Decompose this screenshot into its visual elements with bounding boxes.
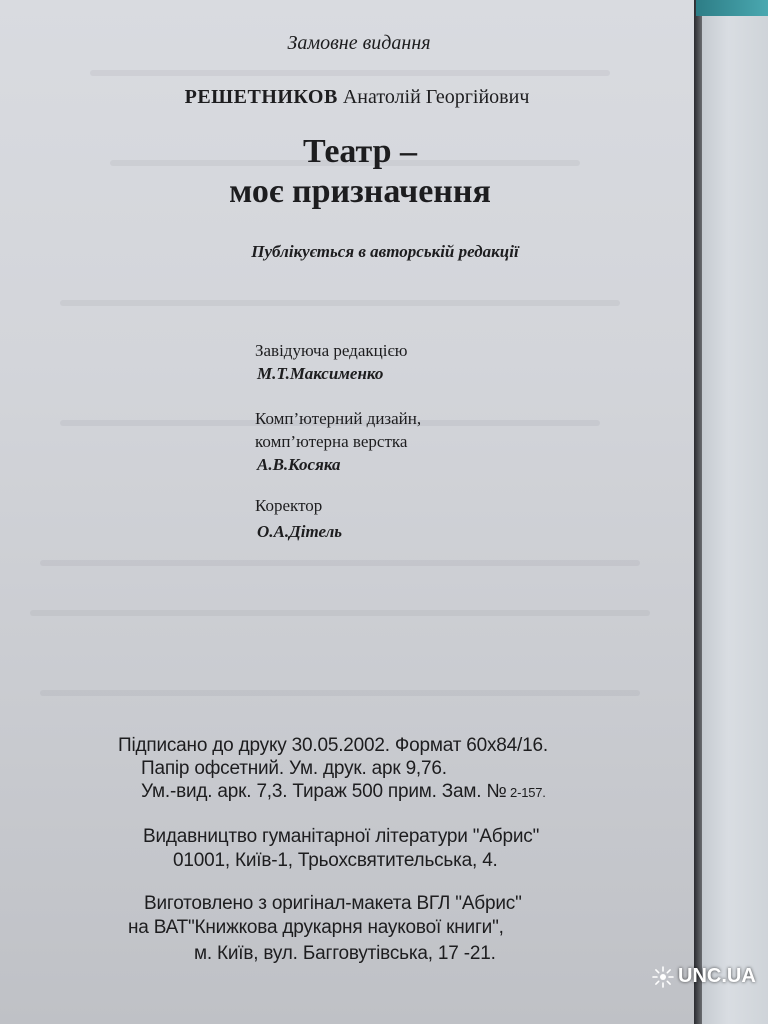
credit-name-design: А.В.Косяка [257, 455, 341, 474]
imprint-print-date: Підписано до друку 30.05.2002. Формат 60х84/16. [118, 735, 548, 756]
publisher-name: Видавництво гуманітарної літератури "Абрис" [143, 826, 540, 847]
sunburst-logo-icon [652, 966, 674, 988]
imprint-paper: Папір офсетний. Ум. друк. арк 9,76. [141, 758, 447, 779]
printer-line-2: на ВАТ"Книжкова друкарня наукової книги", [128, 917, 504, 938]
book-title-line-1: Театр – [302, 133, 418, 170]
credit-role-layout: комп’ютерна верстка [255, 432, 408, 451]
credit-name-editor: М.Т.Максименко [257, 364, 384, 383]
credit-name-proofreader: О.А.Дітель [257, 522, 343, 541]
imprint-order-number: 2-157. [506, 785, 546, 800]
printer-line-1: Виготовлено з оригінал-макета ВГЛ "Абрис" [144, 893, 522, 914]
watermark [652, 965, 756, 988]
publisher-address: 01001, Київ-1, Трьохсвятительська, 4. [173, 850, 498, 871]
author-given-names: Анатолій Георгійович [337, 86, 530, 108]
edition-note: Публікується в авторській редакції [251, 242, 519, 261]
credit-role-design: Комп’ютерний дизайн, [255, 409, 422, 428]
author-surname: РЕШЕТНИКОВ [184, 86, 338, 108]
credit-role-proofreader: Коректор [255, 496, 323, 515]
credit-role-editor: Завідуюча редакцією [255, 341, 408, 360]
watermark-text: UNC.UA [678, 965, 756, 987]
adjacent-book-teal-edge [696, 0, 768, 16]
printer-address: м. Київ, вул. Багговутівська, 17 -21. [194, 943, 496, 964]
book-title-line-2: моє призначення [229, 173, 491, 210]
imprint-circulation-text: Ум.-вид. арк. 7,3. Тираж 500 прим. Зам. № [141, 781, 507, 802]
imprint-circulation [141, 781, 546, 803]
author-line [185, 86, 530, 109]
series-label: Замовне видання [287, 32, 431, 54]
book-cover-edge [694, 0, 702, 1024]
adjacent-book [702, 0, 768, 1024]
